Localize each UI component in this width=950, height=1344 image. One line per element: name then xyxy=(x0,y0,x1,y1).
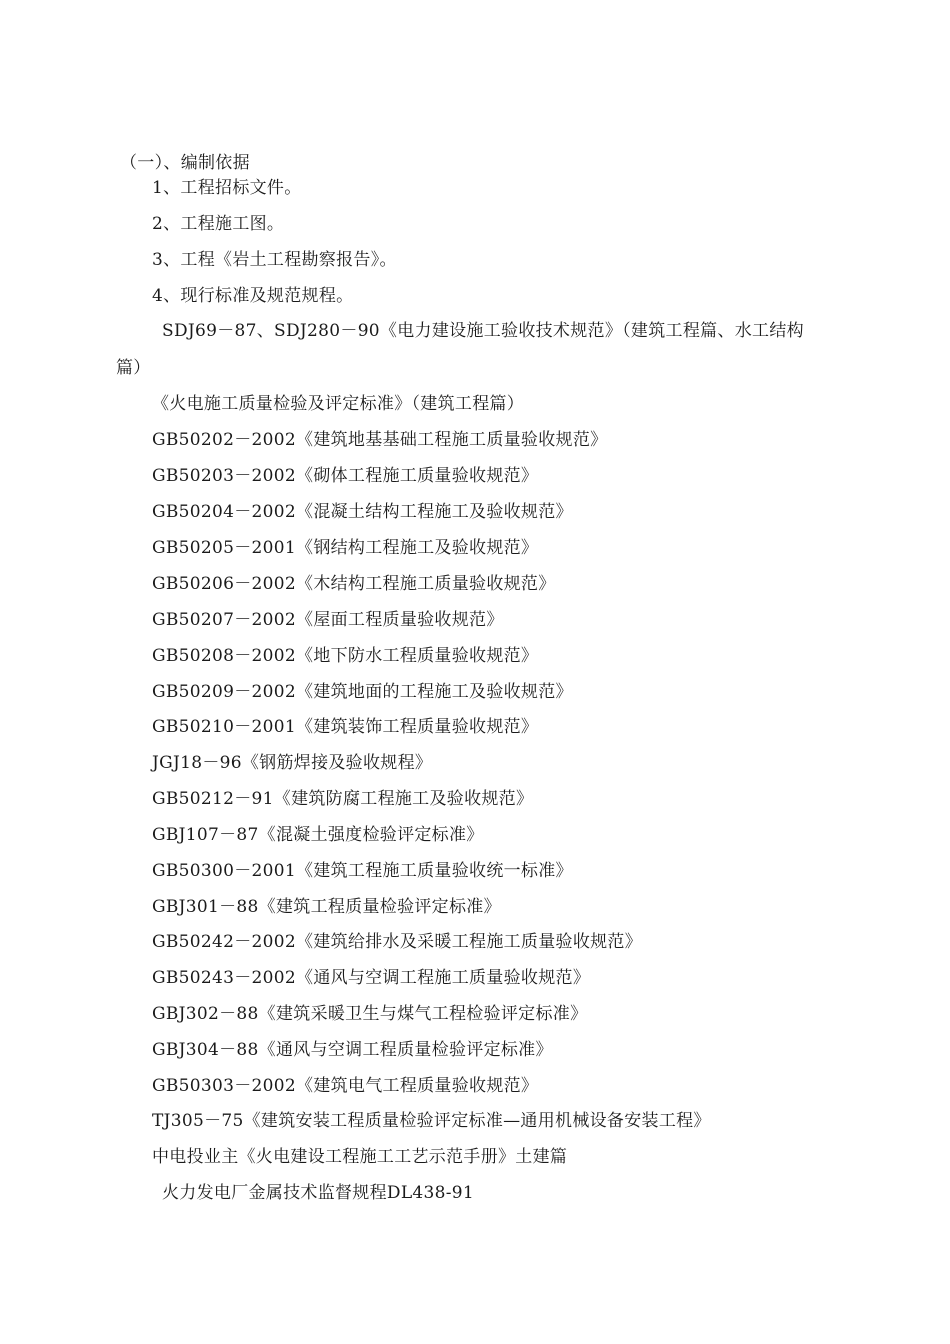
numbered-item: 2、工程施工图。 xyxy=(152,214,285,234)
standard-item: GB50209－2002《建筑地面的工程施工及验收规范》 xyxy=(152,682,573,702)
standard-item: GBJ107－87《混凝土强度检验评定标准》 xyxy=(152,825,484,845)
standard-item: GB50300－2001《建筑工程施工质量验收统一标准》 xyxy=(152,861,573,881)
sdj-standard-line-continued: 篇） xyxy=(116,358,151,378)
standard-item: GB50204－2002《混凝土结构工程施工及验收规范》 xyxy=(152,502,573,522)
standard-item: 中电投业主《火电建设工程施工工艺示范手册》土建篇 xyxy=(152,1147,568,1167)
standard-item-last: 火力发电厂金属技术监督规程DL438-91 xyxy=(162,1183,475,1203)
standard-item: TJ305－75《建筑安装工程质量检验评定标准—通用机械设备安装工程》 xyxy=(152,1111,711,1131)
section-heading: （一）、编制依据 xyxy=(120,153,250,173)
numbered-item: 1、工程招标文件。 xyxy=(152,178,302,198)
numbered-item: 3、工程《岩土工程勘察报告》。 xyxy=(152,250,397,270)
sdj-standard-line: SDJ69－87、SDJ280－90《电力建设施工验收技术规范》（建筑工程篇、水工结构 xyxy=(162,321,804,341)
standard-item: JGJ18－96《钢筋焊接及验收规程》 xyxy=(152,753,433,773)
standard-item: GB50205－2001《钢结构工程施工及验收规范》 xyxy=(152,538,539,558)
standard-item: GB50243－2002《通风与空调工程施工质量验收规范》 xyxy=(152,968,591,988)
standard-item: GB50207－2002《屋面工程质量验收规范》 xyxy=(152,610,504,630)
standard-item: 《火电施工质量检验及评定标准》（建筑工程篇） xyxy=(152,394,525,414)
standard-item: GB50202－2002《建筑地基基础工程施工质量验收规范》 xyxy=(152,430,608,450)
standard-item: GBJ301－88《建筑工程质量检验评定标准》 xyxy=(152,897,501,917)
standard-item: GBJ302－88《建筑采暖卫生与煤气工程检验评定标准》 xyxy=(152,1004,588,1024)
standard-item: GB50208－2002《地下防水工程质量验收规范》 xyxy=(152,646,539,666)
numbered-item: 4、现行标准及规范规程。 xyxy=(152,286,354,306)
standard-item: GB50206－2002《木结构工程施工质量验收规范》 xyxy=(152,574,556,594)
standard-item: GB50203－2002《砌体工程施工质量验收规范》 xyxy=(152,466,539,486)
standard-item: GB50303－2002《建筑电气工程质量验收规范》 xyxy=(152,1076,539,1096)
standard-item: GBJ304－88《通风与空调工程质量检验评定标准》 xyxy=(152,1040,553,1060)
standard-item: GB50210－2001《建筑装饰工程质量验收规范》 xyxy=(152,717,539,737)
standard-item: GB50212－91《建筑防腐工程施工及验收规范》 xyxy=(152,789,534,809)
standard-item: GB50242－2002《建筑给排水及采暖工程施工质量验收规范》 xyxy=(152,932,643,952)
